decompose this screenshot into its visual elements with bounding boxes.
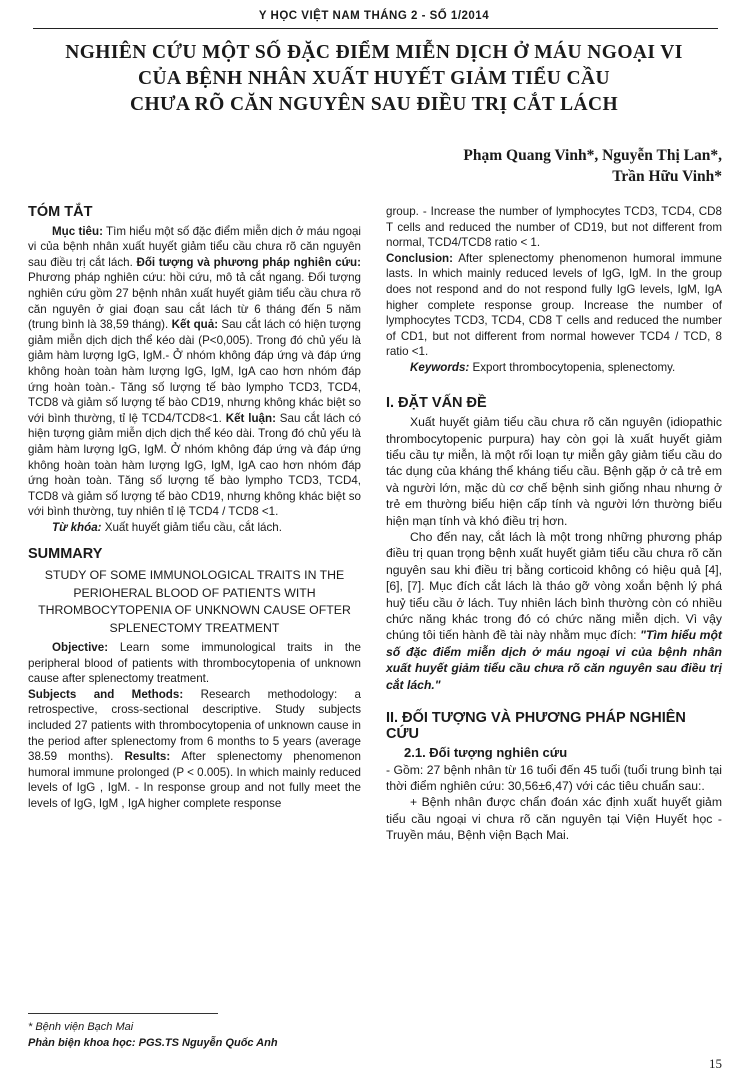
ketqua-text: Sau cắt lách có hiện tượng giảm miễn dịch dịch thể kéo dài (P<0,005). Trong đó chủ yếu là giảm hàm lượng IgG, IgM.- Ở nhóm không đáp ứng và đáp ứng không hoàn toàn hàm lượng IgG, IgM, IgA cao hơn nhóm đáp ứng hoàn toàn.- Tăng số lượng tế bào lympho TCD3, TCD4, TCD8 và giảm số lượng tế bào CD19, nhưng không khác biệt so với bình thường, tỉ lệ TCD4/TCD8<1. <box>28 318 361 425</box>
reviewer-note: Phản biện khoa học: PGS.TS Nguyễn Quốc Anh <box>28 1036 278 1049</box>
summary-title: STUDY OF SOME IMMUNOLOGICAL TRAITS IN THE PERIOHERAL BLOOD OF PATIENTS WITH THROMBOCYTOPENIA OF UNKNOWN CAUSE OFTER SPLENECTOMY TREATMENT <box>38 568 351 635</box>
methods-paragraph-2: + Bệnh nhân được chẩn đoán xác định xuất huyết giảm tiểu cầu ngoại vi chưa rõ căn nguyên tại Viện Huyết học - Truyền máu, Bệnh viện Bạch Mai. <box>386 795 722 843</box>
title-line-2: CỦA BỆNH NHÂN XUẤT HUYẾT GIẢM TIỂU CẦU <box>138 68 610 89</box>
summary-body <box>28 640 361 812</box>
keywords-label: Keywords: <box>410 360 470 374</box>
summary-heading: SUMMARY <box>28 546 103 563</box>
conclusion-text: After splenectomy phenomenon humoral immune lasts. In which mainly reduced levels of IgG, IgM. In the group does not respond and do not respond fully IgG levels, IgM, IgA higher complete response group. Increase the number of lymphocytes TCD3, TCD4, CD8 T cells and reduced the number of CD1, but not different from normal however TCD4 / TCD, 8 ratio <1. <box>386 251 722 359</box>
tukhoa-label: Từ khóa: <box>52 520 102 534</box>
results-continued: group. - Increase the number of lymphocytes TCD3, TCD4, CD8 T cells and reduced the number of CD19, but not different from normal, TCD4/TCD8 ratio < 1. <box>386 205 722 250</box>
article-title <box>40 40 708 118</box>
intro-paragraph-2 <box>386 529 722 693</box>
affiliation-note: * Bệnh viện Bạch Mai <box>28 1021 134 1033</box>
authors-line-2: Trần Hữu Vinh* <box>612 168 722 185</box>
conclusion-label: Conclusion: <box>386 251 453 265</box>
footnote-divider <box>28 1013 218 1014</box>
authors-line-1: Phạm Quang Vinh*, Nguyễn Thị Lan*, <box>463 147 722 164</box>
right-column <box>386 204 722 844</box>
muctieu-text: Tìm hiểu một số đặc điểm miễn dịch ở máu ngoại vi của bệnh nhân xuất huyết giảm tiểu cầu chưa rõ căn nguyên sau điều trị cắt lách. <box>28 224 362 269</box>
methods-heading: II. ĐỐI TƯỢNG VÀ PHƯƠNG PHÁP NGHIÊN CỨU <box>386 710 686 742</box>
ketluan-label: Kết luận: <box>221 411 276 425</box>
author-list <box>463 145 722 187</box>
methods-subheading: 2.1. Đối tượng nghiên cứu <box>404 745 568 761</box>
muctieu-label: Mục tiêu: <box>52 224 103 238</box>
keywords-paragraph <box>386 360 722 376</box>
doituong-label: Đối tượng và phương pháp nghiên cứu: <box>132 255 361 269</box>
ketqua-label: Kết quả: <box>168 318 219 332</box>
intro-paragraph-1: Xuất huyết giảm tiểu cầu chưa rõ căn nguyên (idiopathic thrombocytopenic purpura) hay còn gọi là xuất huyết giảm tiểu cầu tự miễn, là một rối loạn tự miễn gây giảm tiểu cầu do tác dụng của kháng thể kháng tiểu cầu. Bệnh gặp ở cả trẻ em và người lớn, mặc dù cơ chế bệnh sinh giống nhau nhưng ở trẻ em thường biểu hiện cấp tính và người lớn thường biểu hiện mạn tính và khó điều trị hơn. <box>386 415 722 528</box>
subjects-text: Research methodology: a retrospective, cross-sectional descriptive. Study subjects included 27 patients with thrombocytopenia of unknown cause in the period after splenectomy from 6 months to 5 years (average 38.59 months). <box>28 687 361 764</box>
header-divider <box>33 28 718 29</box>
tukhoa-paragraph <box>28 520 361 536</box>
conclusion-paragraph <box>386 251 722 360</box>
ketluan-text: Sau cắt lách có hiện tượng giảm miễn dịch dịch thể kéo dài. Trong đó chủ yếu là giảm hàm lượng IgG, IgM. Ở nhóm không đáp ứng và đáp ứng không hoàn toàn hàm lượng IgG, IgM, IgA cao hơn nhóm đáp ứng hoàn toàn. Tăng số lượng tế bào lympho TCD3, TCD4, TCD8 và giảm số lượng tế bào CD19, nhưng không khác biệt so với bình thường, tuy nhiên tỉ lệ TCD4 / TCD8 <1. <box>28 411 361 519</box>
keywords-text: Export thrombocytopenia, splenectomy. <box>469 360 676 374</box>
study-aim: "Tìm hiểu một số đặc điểm miễn dịch ở máu ngoại vi của bệnh nhân xuất huyết giảm tiểu cầu chưa rõ căn nguyên sau điều trị cắt lách." <box>386 628 722 692</box>
journal-header: Y HỌC VIỆT NAM THÁNG 2 - SỐ 1/2014 <box>258 10 490 22</box>
doituong-text: Phương pháp nghiên cứu: hồi cứu, mô tả cắt ngang. Đối tượng nghiên cứu gồm 27 bệnh nhân xuất huyết giảm tiểu cầu chưa rõ căn nguyên ở giai đoạn sau cắt lách từ 6 tháng đến 5 năm (trung bình là 38,59 tháng). <box>28 271 361 332</box>
intro-p2-text: Cho đến nay, cắt lách là một trong những phương pháp điều trị quan trọng bệnh xuất huyết giảm tiểu cầu chưa rõ căn nguyên sau khi điều trị bằng corticoid không có hiệu quả [4], [6], [7]. Mục đích cắt lách là tháo gỡ vòng xoắn bệnh lý phá huỷ tiểu cầu ở lách. Tuy nhiên lách bình thường còn có nhiều chức năng khác trong đó có chức năng miễn dịch. Vì vậy chúng tôi tiến hành đề tài này nhằm mục đích: <box>386 529 722 643</box>
tomtat-heading: TÓM TẮT <box>28 204 93 220</box>
subjects-label: Subjects and Methods: <box>28 687 184 701</box>
methods-paragraph-1: - Gồm: 27 bệnh nhân từ 16 tuổi đến 45 tuổi (tuổi trung bình tại thời điểm nghiên cứu: 30,56±6,47) với các tiêu chuẩn sau:. <box>386 762 722 794</box>
title-line-3: CHƯA RÕ CĂN NGUYÊN SAU ĐIỀU TRỊ CẮT LÁCH <box>129 94 619 115</box>
footnote <box>28 1020 358 1051</box>
results-text-part1: After splenectomy phenomenon humoral immune prolonged (P < 0.005). In which mainly reduced levels of IgG , IgM. - In response group and not fully meet the levels of IgG, IgM , IgA higher complete response <box>28 750 361 810</box>
title-line-1: NGHIÊN CỨU MỘT SỐ ĐẶC ĐIỂM MIỄN DỊCH Ở MÁU NGOẠI VI <box>65 42 683 63</box>
objective-text: Learn some immunological traits in the peripheral blood of patients with thrombocytopenia of unknown cause after splenectomy treatment. <box>28 641 361 686</box>
results-label: Results: <box>113 750 171 764</box>
tukhoa-text: Xuất huyết giảm tiểu cầu, cắt lách. <box>101 520 282 534</box>
objective-label: Objective: <box>52 641 109 655</box>
intro-heading: I. ĐẶT VẤN ĐỀ <box>386 394 487 411</box>
tomtat-body <box>28 224 361 520</box>
page-number: 15 <box>709 1056 722 1071</box>
left-column <box>28 205 361 812</box>
